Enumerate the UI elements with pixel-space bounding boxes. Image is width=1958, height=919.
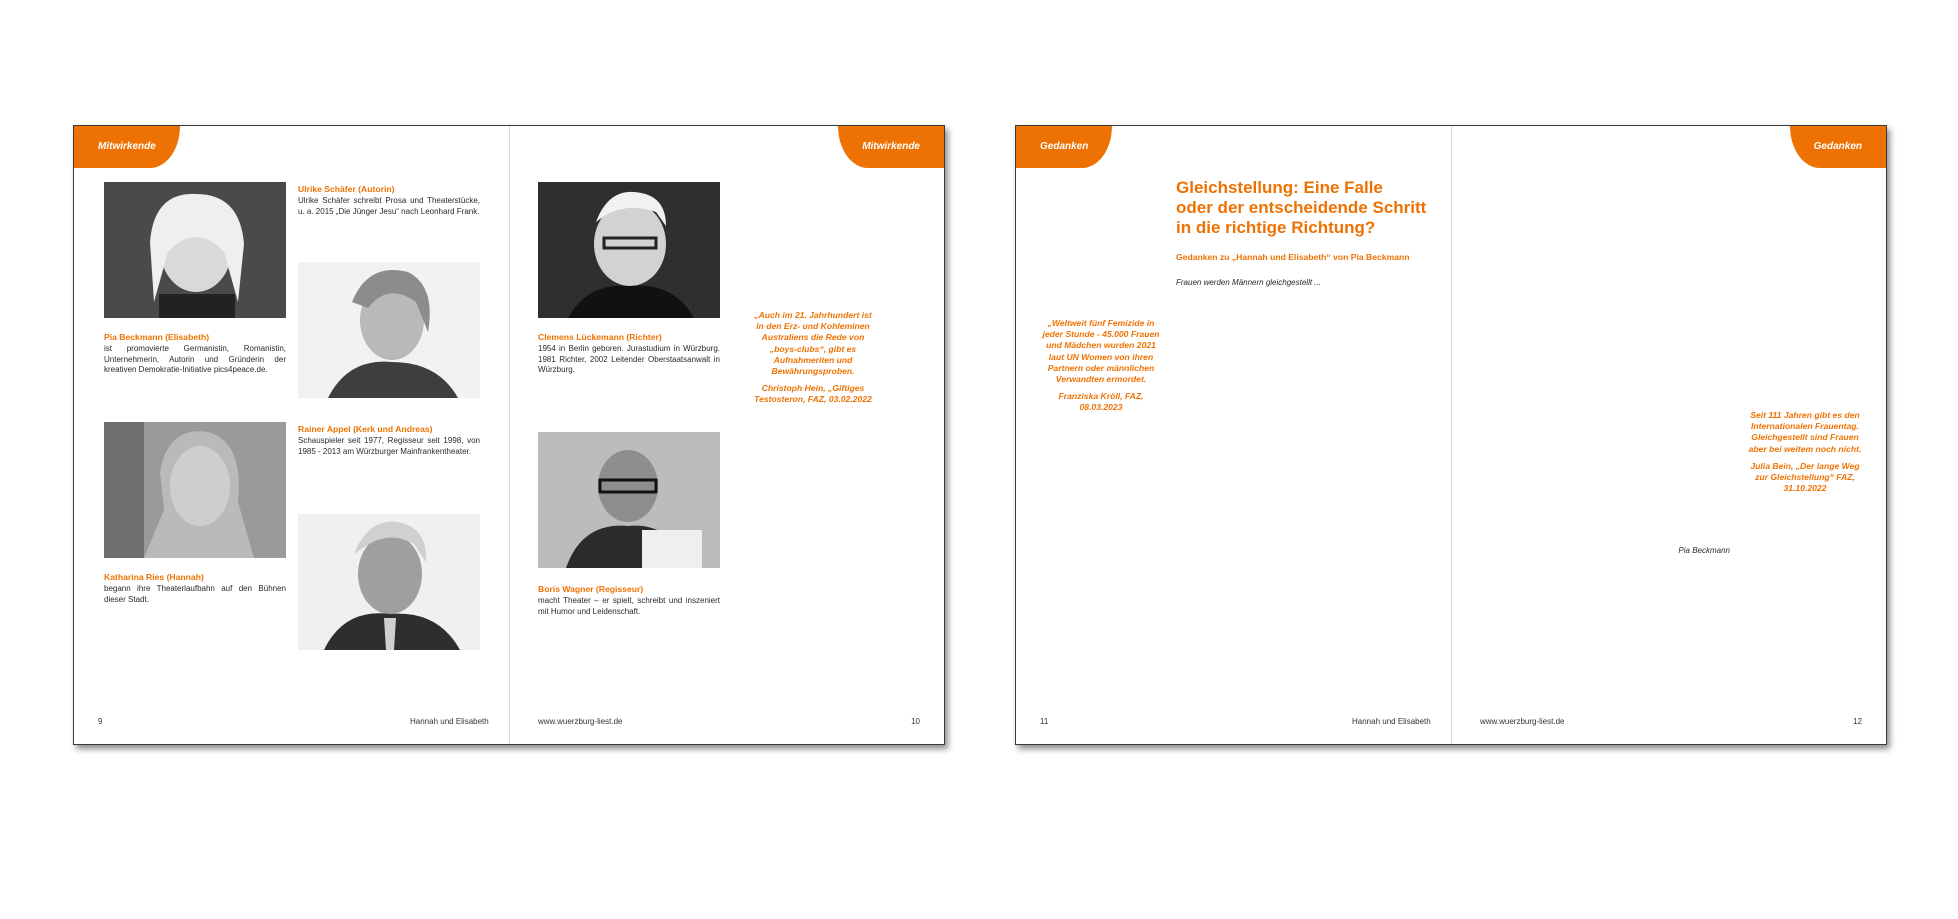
spread-pages-9-10 xyxy=(73,125,945,745)
footer-title-left: Hannah und Elisabeth xyxy=(1352,717,1431,726)
name-boris-wagner: Boris Wagner (Regisseur) xyxy=(538,584,644,594)
article-title-line-2: oder der entscheidende Schritt xyxy=(1176,198,1427,217)
article-subtitle: Gedanken zu „Hannah und Elisabeth“ von Pia Beckmann xyxy=(1176,252,1410,262)
name-katharina-ries: Katharina Ries (Hannah) xyxy=(104,572,204,582)
bio-clemens-text: 1954 in Berlin geboren. Jurastudium in Würzburg. 1981 Richter, 2002 Leitender Oberstaatsanwalt in Würzburg. xyxy=(538,344,720,375)
section-tab-left: Gedanken xyxy=(1016,126,1112,168)
section-tab-right: Mitwirkende xyxy=(838,126,944,168)
bio-pia-beckmann xyxy=(104,344,286,376)
bio-boris-text: macht Theater – er spielt, schreibt und inszeniert mit Humor und Leidenschaft. xyxy=(538,596,720,616)
bio-clemens-lueckemann xyxy=(538,344,720,376)
spine-divider xyxy=(509,126,510,744)
photo-katharina-ries xyxy=(104,422,286,558)
photo-boris-wagner xyxy=(538,432,720,568)
page-number-11: 11 xyxy=(1040,717,1049,726)
name-rainer-appel: Rainer Appel (Kerk und Andreas) xyxy=(298,424,433,434)
footer-url-right: www.wuerzburg-liest.de xyxy=(1480,717,1565,726)
photo-ulrike-schaefer xyxy=(298,262,480,398)
footer-title-left: Hannah und Elisabeth xyxy=(410,717,489,726)
bio-boris-wagner xyxy=(538,596,720,617)
pull-quote-hein-text: „Auch im 21. Jahrhundert ist in den Erz- und Kohleminen Australiens die Rede von „boys-clubs“, gibt es Aufnahmeriten und Bewährungsproben. xyxy=(754,310,872,377)
pull-quote-bein-text: Seit 111 Jahren gibt es den Internationalen Frauentag. Gleichgestellt sind Frauen aber bei weitem noch nicht. xyxy=(1748,410,1862,454)
pull-quote-hein-author: Christoph Hein, „Giftiges Testosteron, FAZ, 03.02.2022 xyxy=(754,383,872,405)
bio-rainer-appel xyxy=(298,436,480,457)
bio-katharina-ries xyxy=(104,584,286,605)
photo-clemens-lueckemann xyxy=(538,182,720,318)
photo-rainer-appel xyxy=(298,514,480,650)
name-pia-beckmann: Pia Beckmann (Elisabeth) xyxy=(104,332,210,342)
page-number-9: 9 xyxy=(98,717,103,726)
bio-rainer-text: Schauspieler seit 1977, Regisseur seit 1998, von 1985 - 2013 am Würzburger Mainfrankentheater. xyxy=(298,436,480,456)
pull-quote-bein-author: Julia Bein, „Der lange Weg zur Gleichstellung“ FAZ, 31.10.2022 xyxy=(1750,460,1860,494)
name-ulrike-schaefer: Ulrike Schäfer (Autorin) xyxy=(298,184,395,194)
pull-quote-kroell-text: „Weltweit fünf Femizide in jeder Stunde - 45.000 Frauen und Mädchen wurden 2021 laut UN Women von ihren Partnern oder männlichen Verwandten ermordet. xyxy=(1042,318,1160,385)
page-number-12: 12 xyxy=(1853,717,1862,726)
pull-quote-kroell xyxy=(1042,318,1160,414)
bio-katharina-text: begann ihre Theaterlaufbahn auf den Bühnen dieser Stadt. xyxy=(104,584,286,604)
pull-quote-bein xyxy=(1744,410,1866,494)
pull-quote-hein xyxy=(754,310,872,406)
page-number-10: 10 xyxy=(911,717,920,726)
article-title xyxy=(1176,178,1446,238)
bio-ulrike-schaefer xyxy=(298,196,480,217)
author-signature: Pia Beckmann xyxy=(1678,546,1730,555)
footer-url-left: www.wuerzburg-liest.de xyxy=(538,717,623,726)
name-clemens-lueckemann: Clemens Lückemann (Richter) xyxy=(538,332,662,342)
pull-quote-kroell-author: Franziska Kröll, FAZ, 08.03.2023 xyxy=(1058,391,1144,413)
bio-pia-text: ist promovierte Germanistin, Romanistin, Unternehmerin, Autorin und Gründerin der kreativen Demokratie-Initiative pics4peace.de. xyxy=(104,344,286,375)
article-title-line-3: in die richtige Richtung? xyxy=(1176,218,1376,237)
photo-pia-beckmann xyxy=(104,182,286,318)
spread-pages-11-12 xyxy=(1015,125,1887,745)
article-title-line-1: Gleichstellung: Eine Falle xyxy=(1176,178,1383,197)
spine-divider xyxy=(1451,126,1452,744)
bio-ulrike-text: Ulrike Schäfer schreibt Prosa und Theaterstücke, u. a. 2015 „Die Jünger Jesu“ nach Leonhard Frank. xyxy=(298,196,480,216)
section-tab-right: Gedanken xyxy=(1790,126,1886,168)
intro-verse: Frauen werden Männern gleichgestellt ... xyxy=(1176,278,1321,287)
section-tab-left: Mitwirkende xyxy=(74,126,180,168)
